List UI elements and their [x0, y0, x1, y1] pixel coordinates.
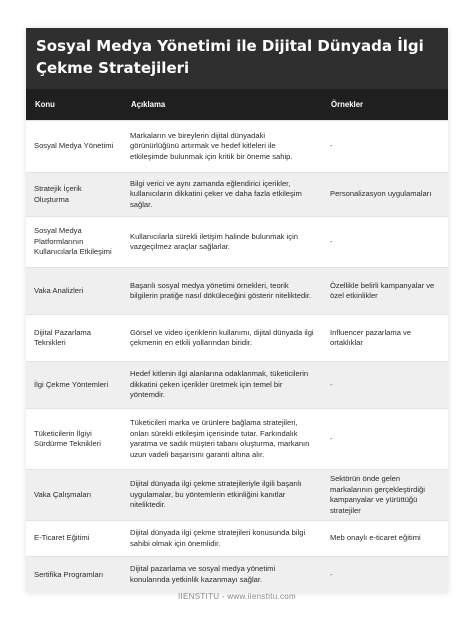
footer-credit: IIENSTITU - www.iienstitu.com	[177, 592, 297, 601]
cell-aciklama: Görsel ve video içeriklerin kullanımı, dijital dünyada ilgi çekmenin en etkili yollarından biridir.	[122, 315, 322, 362]
column-header-ornekler: Örnekler	[322, 89, 448, 121]
content-card	[26, 28, 448, 593]
table-row	[26, 470, 448, 521]
cell-aciklama: Kullanıcılarla sürekli iletişim halinde bulunmak için vazgeçilmez araçlar sağlarlar.	[122, 217, 322, 268]
table-row	[26, 521, 448, 557]
cell-ornekler: Sektörün önde gelen markalarının gerçekleştirdiği kampanyalar ve yürüttüğü stratejiler	[322, 470, 448, 521]
cell-ornekler: Özellikle belirli kampanyalar ve özel etkinlikler	[322, 268, 448, 315]
cell-konu: Tüketicilerin İlgiyi Sürdürme Teknikleri	[26, 409, 122, 470]
table-header-row	[26, 89, 448, 121]
cell-aciklama: Başarılı sosyal medya yönetimi örnekleri, teorik bilgilerin pratiğe nasıl döküleceğini gösterir niteliktedir.	[122, 268, 322, 315]
cell-ornekler: -	[322, 409, 448, 470]
cell-aciklama: Tüketicileri marka ve ürünlere bağlama stratejileri, onları sürekli etkileşim içerisinde tutar. Farkındalık yaratma ve sadık müşteri tabanı oluşturma, markanın uzun vadeli başarısını garanti altına alır.	[122, 409, 322, 470]
table-row	[26, 557, 448, 593]
cell-ornekler: Influencer pazarlama ve ortaklıklar	[322, 315, 448, 362]
cell-aciklama: Dijital dünyada ilgi çekme stratejileri konusunda bilgi sahibi olmak için önemlidir.	[122, 521, 322, 557]
cell-ornekler: -	[322, 362, 448, 409]
strategy-table	[26, 89, 448, 593]
cell-ornekler: -	[322, 217, 448, 268]
table-row	[26, 362, 448, 409]
cell-ornekler: Personalizasyon uygulamaları	[322, 173, 448, 217]
table-row	[26, 217, 448, 268]
cell-konu: Dijital Pazarlama Teknikleri	[26, 315, 122, 362]
cell-aciklama: Hedef kitlenin ilgi alanlarına odaklanmak, tüketicilerin dikkatini çeken içerikler üretmek için temel bir yöntemdir.	[122, 362, 322, 409]
table-row	[26, 121, 448, 173]
column-header-aciklama: Açıklama	[122, 89, 322, 121]
table-row	[26, 409, 448, 470]
column-header-konu: Konu	[26, 89, 122, 121]
cell-konu: E-Ticaret Eğitimi	[26, 521, 122, 557]
cell-aciklama: Dijital pazarlama ve sosyal medya yönetimi konularında yetkinlik kazanmayı sağlar.	[122, 557, 322, 593]
cell-aciklama: Dijital dünyada ilgi çekme stratejileriyle ilgili başarılı uygulamalar, bu yöntemlerin etkinliğini kanıtlar niteliktedir.	[122, 470, 322, 521]
cell-ornekler: -	[322, 557, 448, 593]
table-row	[26, 315, 448, 362]
cell-konu: Sertifika Programları	[26, 557, 122, 593]
table-row	[26, 173, 448, 217]
cell-konu: İlgi Çekme Yöntemleri	[26, 362, 122, 409]
cell-konu: Vaka Çalışmaları	[26, 470, 122, 521]
table-row	[26, 268, 448, 315]
cell-konu: Vaka Analizleri	[26, 268, 122, 315]
cell-ornekler: -	[322, 121, 448, 173]
cell-aciklama: Bilgi verici ve aynı zamanda eğlendirici içerikler, kullanıcıların dikkatini çeker ve daha fazla etkileşim sağlar.	[122, 173, 322, 217]
cell-aciklama: Markaların ve bireylerin dijital dünyadaki görünürlüğünü artırmak ve hedef kitleleri ile etkileşimde bulunmak için kritik bir öneme sahip.	[122, 121, 322, 173]
cell-konu: Sosyal Medya Platformlarının Kullanıcılarla Etkileşimi	[26, 217, 122, 268]
cell-konu: Stratejik İçerik Oluşturma	[26, 173, 122, 217]
cell-ornekler: Meb onaylı e-ticaret eğitimi	[322, 521, 448, 557]
page-title: Sosyal Medya Yönetimi ile Dijital Dünyada İlgi Çekme Stratejileri	[26, 28, 448, 89]
cell-konu: Sosyal Medya Yönetimi	[26, 121, 122, 173]
